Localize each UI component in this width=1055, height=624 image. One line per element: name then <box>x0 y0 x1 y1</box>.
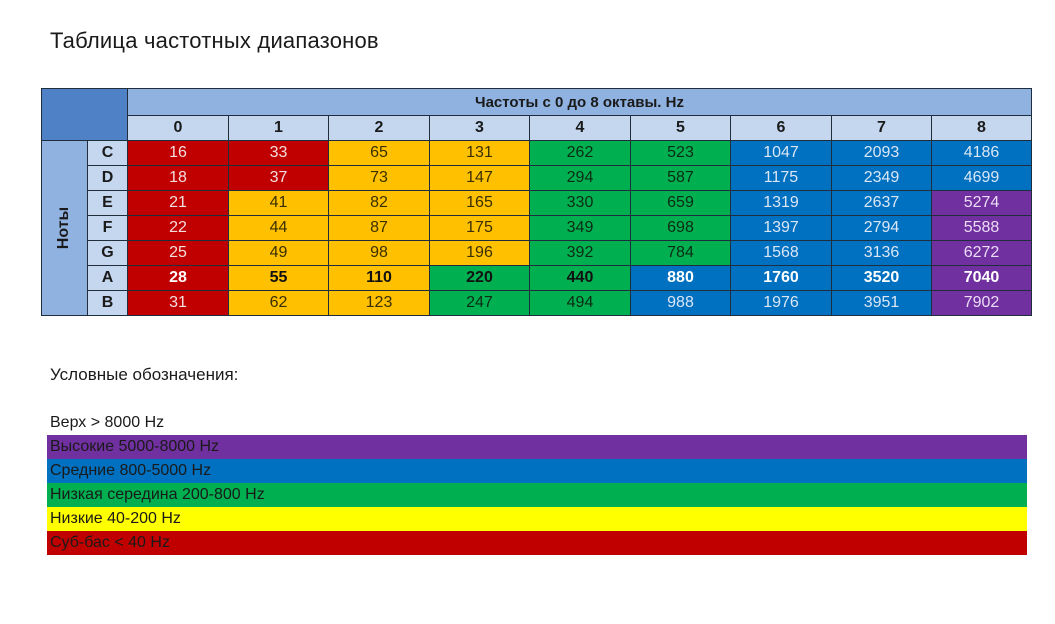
legend-item: Суб-бас < 40 Hz <box>47 531 1027 555</box>
table-row <box>42 166 1032 191</box>
octave-header: 8 <box>932 116 1032 141</box>
frequency-cell: 587 <box>631 166 731 191</box>
frequency-cell: 494 <box>530 291 631 316</box>
page-title: Таблица частотных диапазонов <box>50 28 379 53</box>
frequency-cell: 1047 <box>731 141 832 166</box>
note-name: G <box>88 241 128 266</box>
frequency-cell: 196 <box>430 241 530 266</box>
frequency-cell: 1568 <box>731 241 832 266</box>
frequency-cell: 659 <box>631 191 731 216</box>
frequency-cell: 55 <box>229 266 329 291</box>
frequency-cell: 2637 <box>832 191 932 216</box>
frequency-cell: 87 <box>329 216 430 241</box>
frequency-cell: 4186 <box>932 141 1032 166</box>
frequency-cell: 880 <box>631 266 731 291</box>
octave-header: 4 <box>530 116 631 141</box>
table-corner <box>42 89 128 141</box>
frequency-cell: 98 <box>329 241 430 266</box>
table-row <box>42 266 1032 291</box>
legend <box>47 411 1027 555</box>
frequency-cell: 2093 <box>832 141 932 166</box>
frequency-cell: 110 <box>329 266 430 291</box>
frequency-cell: 16 <box>128 141 229 166</box>
frequency-cell: 147 <box>430 166 530 191</box>
frequency-cell: 1319 <box>731 191 832 216</box>
frequency-cell: 523 <box>631 141 731 166</box>
frequency-cell: 7040 <box>932 266 1032 291</box>
frequency-cell: 1175 <box>731 166 832 191</box>
frequency-cell: 440 <box>530 266 631 291</box>
frequency-cell: 392 <box>530 241 631 266</box>
table-row <box>42 216 1032 241</box>
octave-header: 3 <box>430 116 530 141</box>
table-header: Частоты с 0 до 8 октавы. Hz <box>128 89 1032 116</box>
frequency-cell: 33 <box>229 141 329 166</box>
frequency-cell: 65 <box>329 141 430 166</box>
frequency-cell: 31 <box>128 291 229 316</box>
note-name: D <box>88 166 128 191</box>
frequency-cell: 1976 <box>731 291 832 316</box>
frequency-cell: 2349 <box>832 166 932 191</box>
legend-item: Низкие 40-200 Hz <box>47 507 1027 531</box>
frequency-cell: 41 <box>229 191 329 216</box>
octave-header: 1 <box>229 116 329 141</box>
frequency-cell: 28 <box>128 266 229 291</box>
frequency-cell: 6272 <box>932 241 1032 266</box>
note-name: C <box>88 141 128 166</box>
frequency-cell: 5274 <box>932 191 1032 216</box>
frequency-cell: 698 <box>631 216 731 241</box>
frequency-cell: 1760 <box>731 266 832 291</box>
frequency-cell: 18 <box>128 166 229 191</box>
frequency-cell: 131 <box>430 141 530 166</box>
frequency-cell: 349 <box>530 216 631 241</box>
frequency-cell: 82 <box>329 191 430 216</box>
frequency-cell: 330 <box>530 191 631 216</box>
frequency-cell: 37 <box>229 166 329 191</box>
notes-label <box>42 141 88 316</box>
frequency-cell: 123 <box>329 291 430 316</box>
frequency-cell: 247 <box>430 291 530 316</box>
notes-label-text: Ноты <box>55 206 73 250</box>
frequency-cell: 294 <box>530 166 631 191</box>
frequency-cell: 220 <box>430 266 530 291</box>
note-name: F <box>88 216 128 241</box>
legend-item: Высокие 5000-8000 Hz <box>47 435 1027 459</box>
frequency-cell: 25 <box>128 241 229 266</box>
frequency-table <box>41 88 1032 316</box>
table-row <box>42 191 1032 216</box>
legend-item: Средние 800-5000 Hz <box>47 459 1027 483</box>
frequency-cell: 49 <box>229 241 329 266</box>
octave-header: 5 <box>631 116 731 141</box>
frequency-cell: 21 <box>128 191 229 216</box>
octave-header: 2 <box>329 116 430 141</box>
frequency-cell: 1397 <box>731 216 832 241</box>
frequency-cell: 73 <box>329 166 430 191</box>
frequency-cell: 44 <box>229 216 329 241</box>
table-row <box>42 141 1032 166</box>
frequency-cell: 988 <box>631 291 731 316</box>
frequency-cell: 22 <box>128 216 229 241</box>
frequency-cell: 3520 <box>832 266 932 291</box>
legend-item: Верх > 8000 Hz <box>47 411 1027 435</box>
frequency-cell: 165 <box>430 191 530 216</box>
frequency-cell: 62 <box>229 291 329 316</box>
frequency-cell: 4699 <box>932 166 1032 191</box>
frequency-cell: 784 <box>631 241 731 266</box>
octave-header: 7 <box>832 116 932 141</box>
octave-header: 0 <box>128 116 229 141</box>
frequency-cell: 175 <box>430 216 530 241</box>
note-name: B <box>88 291 128 316</box>
frequency-cell: 5588 <box>932 216 1032 241</box>
table-row <box>42 291 1032 316</box>
frequency-cell: 3136 <box>832 241 932 266</box>
frequency-cell: 3951 <box>832 291 932 316</box>
legend-item: Низкая середина 200-800 Hz <box>47 483 1027 507</box>
table-row <box>42 241 1032 266</box>
frequency-cell: 2794 <box>832 216 932 241</box>
octave-header: 6 <box>731 116 832 141</box>
note-name: A <box>88 266 128 291</box>
frequency-cell: 262 <box>530 141 631 166</box>
frequency-cell: 7902 <box>932 291 1032 316</box>
note-name: E <box>88 191 128 216</box>
legend-title: Условные обозначения: <box>50 365 239 384</box>
